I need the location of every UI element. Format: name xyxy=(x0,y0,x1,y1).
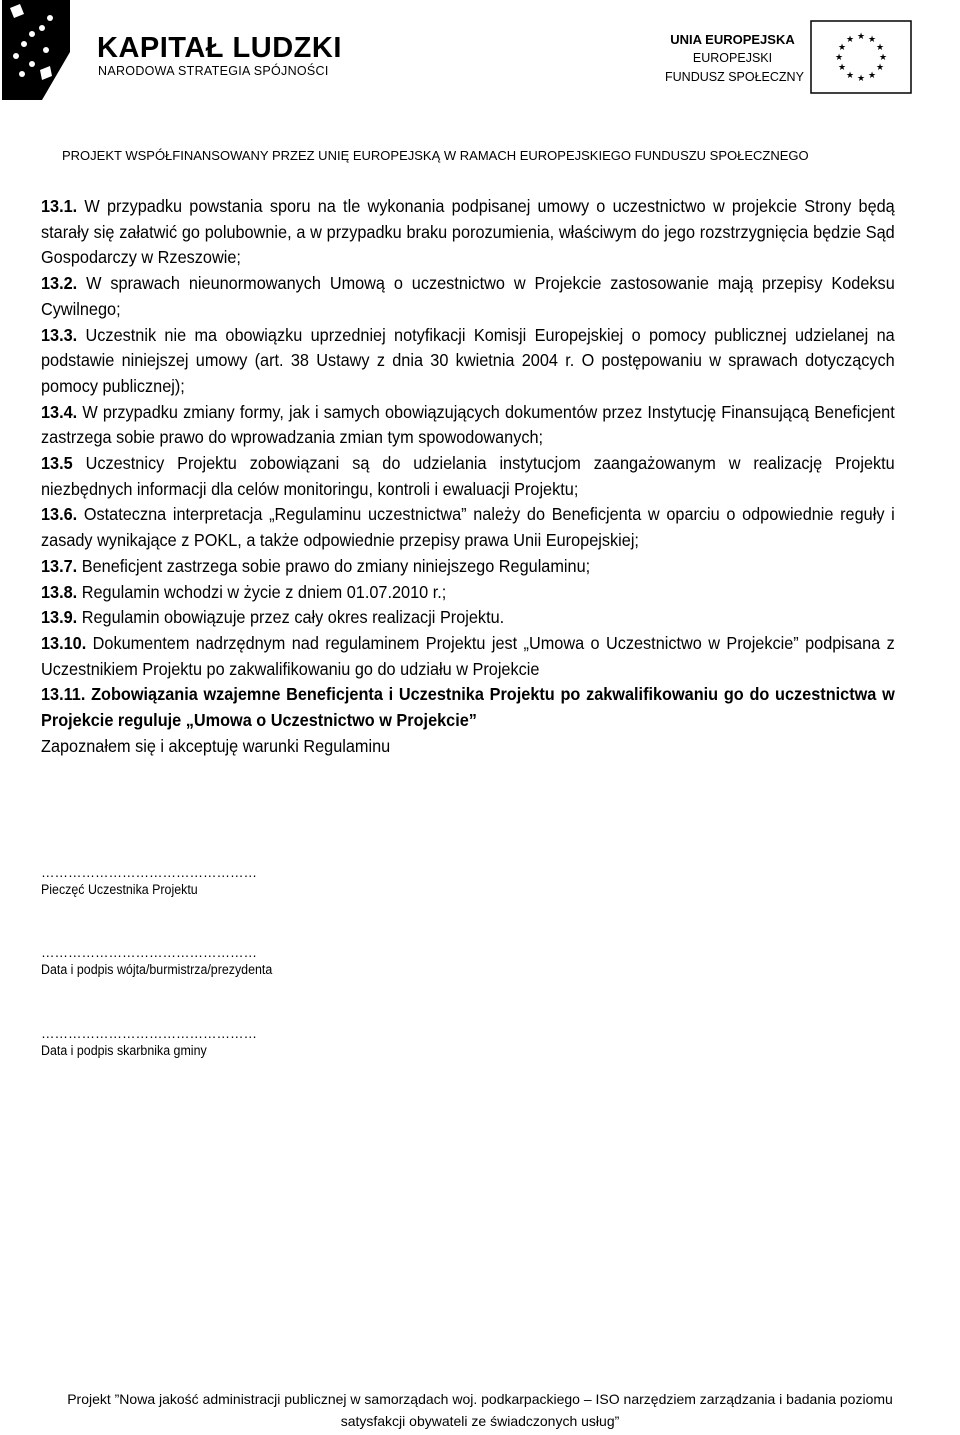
signature-line: ………………………………………… xyxy=(41,945,257,960)
svg-text:★: ★ xyxy=(867,71,877,81)
clause-text: W przypadku powstania sporu na tle wykonania podpisanej umowy o uczestnictwo w projekcie Strony będą starały się załatwić go polubownie, a w przypadku braku porozumienia, właściwym do jego rozstrzygnięcia będzie Sąd Gospodarczy w Rzeszowie; xyxy=(41,196,895,268)
clause-number: 13.8. xyxy=(41,581,78,602)
clause-number: 13.4. xyxy=(41,401,78,422)
regulation-clauses xyxy=(41,194,895,759)
signature-mayor xyxy=(41,946,292,980)
clause-text: Dokumentem nadrzędnym nad regulaminem Projektu jest „Umowa o Uczestnictwo w Projekcie” podpisana z Uczestnikiem Projektu po zakwalifikowaniu go do udziału w Projekcie xyxy=(41,632,895,679)
clause-text: Uczestnicy Projektu zobowiązani są do udzielania instytucjom zaangażowanym w realizację Projektu niezbędnych informacji dla celów monitoringu, kontroli i ewaluacji Projektu; xyxy=(41,453,895,499)
clause-text: Uczestnik nie ma obowiązku uprzedniej notyfikacji Komisji Europejskiej o pomocy publicznej udzielanej na podstawie niniejszej umowy (art. 38 Ustawy z dnia 30 kwietnia 2004 r. O postępowaniu w sprawach dotyczących pomocy publicznej); xyxy=(41,324,895,396)
clause-13-4 xyxy=(41,400,895,451)
clause-text: W przypadku zmiany formy, jak i samych obowiązujących dokumentów przez Instytucję Finansującą Beneficjent zastrzega sobie prawo do wprowadzania zmian tym spowodowanych; xyxy=(41,401,895,448)
clause-text: Zobowiązania wzajemne Beneficjenta i Uczestnika Projektu po zakwalifikowaniu go do uczestnictwa w Projekcie reguluje „Umowa o Uczestnictwo w Projekcie” xyxy=(41,684,895,731)
clause-13-1 xyxy=(41,194,895,271)
clause-text: Beneficjent zastrzega sobie prawo do zmiany niniejszego Regulaminu; xyxy=(77,555,591,576)
signature-label: Data i podpis skarbnika gminy xyxy=(41,1043,207,1058)
svg-text:★: ★ xyxy=(875,43,885,53)
clause-text: Ostateczna interpretacja „Regulaminu uczestnictwa” należy do Beneficjenta w oparciu o odpowiednie reguły i zasady wynikające z POKL, a także odpowiednie przepisy prawa Unii Europejskiej; xyxy=(41,504,895,551)
svg-text:★: ★ xyxy=(856,74,866,84)
footer-line-2: satysfakcji obywateli ze świadczonych usług” xyxy=(340,1413,620,1429)
clause-number: 13.7. xyxy=(41,555,78,576)
eu-text-block xyxy=(665,30,804,87)
signature-line: ………………………………………… xyxy=(41,1026,257,1041)
signature-treasurer xyxy=(41,1027,257,1061)
page-footer xyxy=(0,1388,960,1432)
svg-text:★: ★ xyxy=(878,53,888,63)
svg-text:★: ★ xyxy=(845,35,855,45)
kapital-ludzki-logo xyxy=(2,0,342,100)
signature-label: Pieczęć Uczestnika Projektu xyxy=(41,882,198,897)
signature-participant xyxy=(41,866,257,900)
eu-flag-icon xyxy=(810,20,912,94)
clause-13-9 xyxy=(41,605,895,631)
footer-line-1: Projekt ”Nowa jakość administracji publicznej w samorządach woj. podkarpackiego – ISO narzędziem zarządzania i badania poziomu xyxy=(67,1391,893,1407)
svg-text:★: ★ xyxy=(867,35,877,45)
eu-fund-line1: EUROPEJSKI xyxy=(692,51,773,65)
svg-text:★: ★ xyxy=(837,43,847,53)
signature-label: Data i podpis wójta/burmistrza/prezydenta xyxy=(41,962,273,977)
clause-13-6 xyxy=(41,502,895,553)
clause-number: 13.10. xyxy=(41,632,87,653)
clause-number: 13.9. xyxy=(41,607,78,628)
clause-13-2 xyxy=(41,271,895,322)
eu-fund-line2: FUNDUSZ SPOŁECZNY xyxy=(665,70,804,84)
clause-number: 13.6. xyxy=(41,504,78,525)
svg-text:★: ★ xyxy=(837,63,847,73)
clause-number: 13.1. xyxy=(41,196,78,216)
svg-text:★: ★ xyxy=(856,32,866,42)
svg-text:★: ★ xyxy=(834,53,844,63)
clause-13-11 xyxy=(41,682,895,733)
clause-number: 13.5 xyxy=(41,453,73,474)
clause-13-5 xyxy=(41,451,895,502)
eu-title: UNIA EUROPEJSKA xyxy=(670,32,795,47)
clause-13-10 xyxy=(41,631,895,682)
acceptance-statement: Zapoznałem się i akceptuję warunki Regulaminu xyxy=(41,735,391,756)
svg-text:★: ★ xyxy=(875,63,885,73)
kapital-ludzki-subtitle: NARODOWA STRATEGIA SPÓJNOŚCI xyxy=(98,64,329,78)
clause-text: Regulamin obowiązuje przez cały okres realizacji Projektu. xyxy=(77,607,505,628)
kapital-ludzki-title: KAPITAŁ LUDZKI xyxy=(97,32,342,64)
cofinancing-notice: PROJEKT WSPÓŁFINANSOWANY PRZEZ UNIĘ EUROPEJSKĄ W RAMACH EUROPEJSKIEGO FUNDUSZU SPOŁECZNEGO xyxy=(62,148,809,163)
signature-line: ………………………………………… xyxy=(41,865,257,880)
clause-number: 13.2. xyxy=(41,273,78,294)
clause-13-3 xyxy=(41,323,895,400)
clause-number: 13.11. xyxy=(41,684,86,705)
svg-text:★: ★ xyxy=(845,71,855,81)
clause-number: 13.3. xyxy=(41,324,78,345)
clause-13-7 xyxy=(41,554,895,580)
kapital-ludzki-emblem-icon xyxy=(2,0,74,100)
clause-text: Regulamin wchodzi w życie z dniem 01.07.2010 r.; xyxy=(77,581,447,602)
clause-text: W sprawach nieunormowanych Umową o uczestnictwo w Projekcie zastosowanie mają przepisy Kodeksu Cywilnego; xyxy=(41,273,895,319)
clause-13-8 xyxy=(41,580,895,606)
